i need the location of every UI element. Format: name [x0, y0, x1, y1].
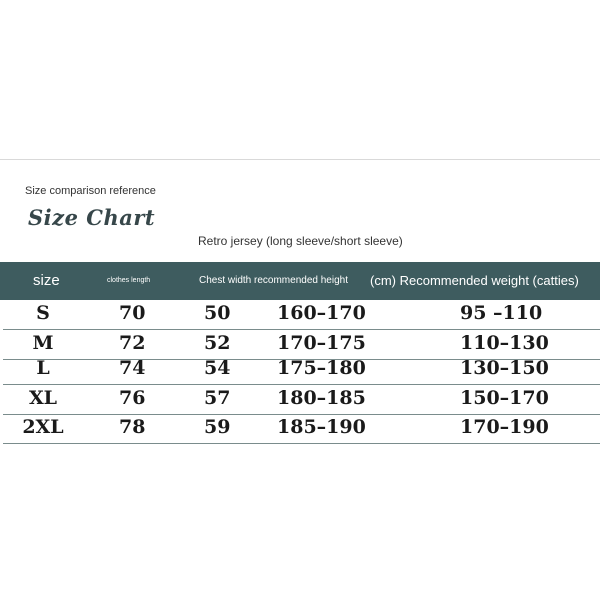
cell-length: 76	[119, 387, 146, 409]
cell-chest: 57	[204, 387, 231, 409]
cell-chest: 59	[204, 416, 231, 438]
cell-chest: 50	[204, 302, 231, 324]
header-length: clothes length	[107, 277, 151, 284]
cell-size: M	[32, 332, 54, 354]
page-title: Size Chart	[28, 205, 156, 230]
table-row	[0, 385, 600, 415]
header-weight: (cm) Recommended weight (catties)	[370, 273, 579, 288]
caption: Size comparison reference	[25, 185, 156, 197]
table-row	[0, 414, 600, 444]
header-size: size	[33, 272, 60, 289]
cell-height: 160–170	[277, 302, 366, 324]
subtitle: Retro jersey (long sleeve/short sleeve)	[198, 234, 403, 248]
cell-size: L	[36, 357, 50, 379]
table-row	[0, 355, 600, 385]
cell-length: 74	[119, 357, 146, 379]
cell-weight: 95 –110	[460, 302, 543, 324]
cell-size: 2XL	[22, 416, 64, 438]
cell-height: 175–180	[277, 357, 366, 379]
top-divider	[0, 159, 600, 160]
cell-size: S	[36, 302, 50, 324]
cell-height: 185–190	[277, 416, 366, 438]
cell-chest: 52	[204, 332, 231, 354]
cell-weight: 130–150	[460, 357, 549, 379]
cell-height: 170–175	[277, 332, 366, 354]
cell-weight: 170–190	[460, 416, 549, 438]
table-header	[0, 262, 600, 300]
cell-length: 72	[119, 332, 146, 354]
cell-size: XL	[28, 387, 58, 409]
table-row	[0, 300, 600, 330]
cell-weight: 110–130	[460, 332, 549, 354]
cell-length: 70	[119, 302, 146, 324]
cell-weight: 150–170	[460, 387, 549, 409]
cell-chest: 54	[204, 357, 231, 379]
cell-length: 78	[119, 416, 146, 438]
row-divider	[3, 443, 600, 444]
cell-height: 180–185	[277, 387, 366, 409]
header-chest-height: Chest width recommended height	[199, 275, 348, 286]
